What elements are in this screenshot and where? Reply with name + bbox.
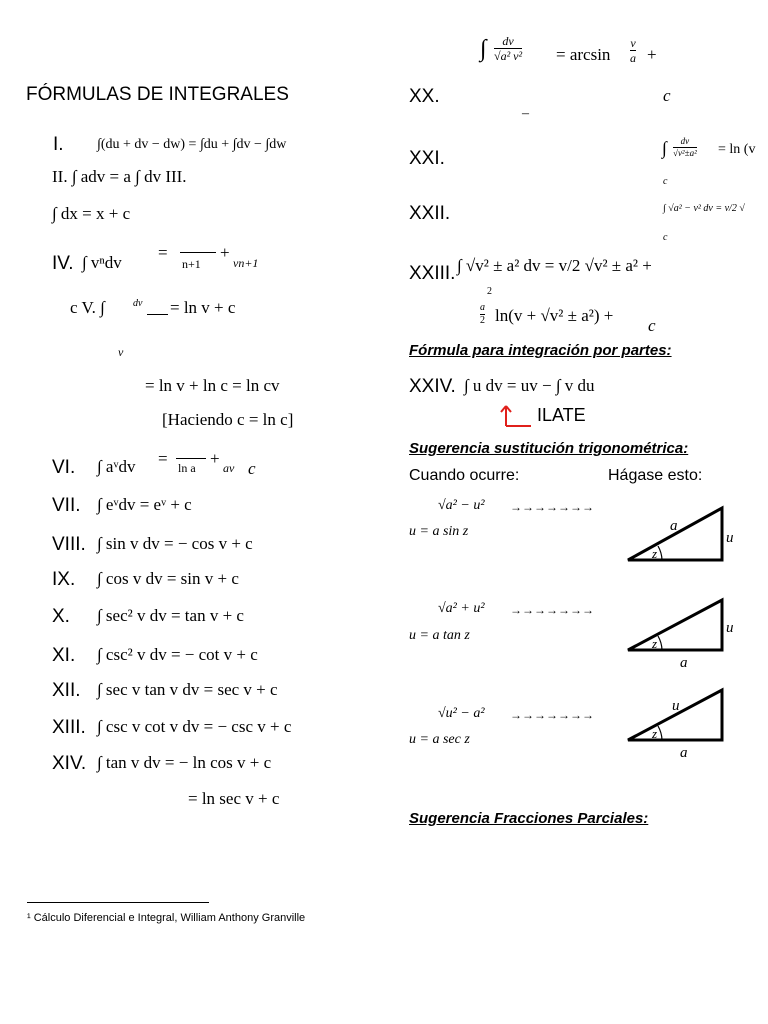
case3-arrows: →→→→→→→ [510, 708, 594, 722]
formula-III: ∫ dx = x + c [52, 204, 131, 223]
formula-XIII-number: XIII. [52, 717, 86, 738]
formula-XX-vfrac-den: a [630, 51, 636, 65]
triangle-1-hyp-label: a [670, 518, 678, 534]
case1-arrows: →→→→→→→ [510, 500, 594, 514]
formula-IV-denominator: n+1 [182, 257, 201, 271]
triangle-3-adj-label: a [680, 745, 688, 761]
formula-XXIII-label: XXIII. [409, 263, 456, 284]
formula-XX-c: c [663, 86, 671, 105]
formula-XX-integral: ∫ [480, 36, 487, 62]
partial-fractions-header: Sugerencia Fracciones Parciales: [409, 810, 649, 827]
triangle-1-opp-label: u [726, 530, 734, 546]
formula-XIV: ∫ tan v dv = − ln cos v + c [97, 753, 272, 772]
formula-VI-eqsign: = [158, 449, 168, 468]
triangle-1-diagram [622, 500, 768, 570]
triangle-3-angle-label: z [652, 726, 658, 741]
formula-XX-denominator: √a² v² [494, 49, 523, 63]
formula-VIII-number: VIII. [52, 534, 86, 555]
formula-VI-c: c [248, 459, 256, 478]
formula-X: ∫ sec² v dv = tan v + c [97, 606, 244, 625]
formula-XXI-rhs: = ln (v [718, 142, 756, 157]
formula-VII: ∫ eᵛdv = eᵛ + c [97, 495, 192, 514]
formula-XIV-number: XIV. [52, 753, 87, 774]
formula-XXIII: ∫ √v² ± a² dv = v/2 √v² ± a² + [457, 256, 652, 275]
formula-XX-rhs: = arcsin [556, 45, 611, 64]
triangle-2-opp-label: u [726, 620, 734, 636]
formula-IV-eqsign: = [158, 243, 168, 262]
formula-IV-plus: + [220, 243, 230, 262]
formula-I: ∫(du + dv − dw) = ∫du + ∫dv − ∫dw [97, 137, 287, 152]
formula-XX-plus: + [647, 45, 657, 64]
formula-XXI-numerator: dv [680, 136, 690, 146]
ilate-arrow-icon [498, 400, 538, 430]
ilate-label: ILATE [537, 405, 586, 425]
formula-XX-dash: – [522, 106, 529, 121]
case3-substitution: u = a sec z [409, 732, 470, 747]
formula-VI-number: VI. [52, 457, 76, 478]
formula-VI-fracbar [176, 458, 206, 459]
footnote: ¹ Cálculo Diferencial e Integral, William Anthony Granville [27, 912, 306, 924]
formula-XXIII-eq2: ln(v + √v² ± a²) + [495, 306, 614, 325]
formula-XXI-integral: ∫ [662, 138, 667, 158]
triangle-2-angle-label: z [652, 636, 658, 651]
formula-I-number: I. [53, 134, 64, 155]
triangle-2-adj-label: a [680, 655, 688, 671]
triangle-2-diagram [622, 592, 768, 672]
formula-VI-lhs: ∫ aᵛdv [97, 457, 136, 476]
formula-IV-fracbar [180, 252, 216, 253]
formula-XXI-c: c [663, 176, 668, 187]
formula-IV-lhs: ∫ vⁿdv [82, 253, 122, 272]
formula-IX: ∫ cos v dv = sin v + c [97, 569, 239, 588]
formula-XXI-denominator: √v²±a² [673, 148, 697, 158]
formula-VI-sub: av [223, 461, 235, 475]
formula-XIII: ∫ csc v cot v dv = − csc v + c [97, 717, 292, 736]
triangle-3-diagram [622, 682, 768, 762]
parts-header: Fórmula para integración por partes: [409, 342, 672, 359]
formula-XX-vfrac-num: v [630, 36, 636, 50]
formula-V-denominator: v [118, 345, 124, 359]
formula-XX-fraction [494, 34, 522, 63]
formula-VIII: ∫ sin v dv = − cos v + c [97, 534, 253, 553]
formula-XXIV: ∫ u dv = uv − ∫ v du [464, 376, 595, 395]
formula-V-fracbar [147, 314, 168, 315]
footnote-rule [27, 902, 209, 903]
formula-XII: ∫ sec v tan v dv = sec v + c [97, 680, 278, 699]
do-label: Hágase esto: [608, 467, 703, 484]
formula-XXII-label: XXII. [409, 203, 451, 224]
formula-XX-numerator: dv [502, 34, 514, 48]
formula-XXII: ∫ √a² − v² dv = v/2 √ [663, 203, 745, 214]
trig-header: Sugerencia sustitución trigonométrica: [409, 440, 689, 457]
formula-XX-vfrac [630, 36, 636, 65]
case2-arrows: →→→→→→→ [510, 603, 594, 617]
formula-XIV-eq2: = ln sec v + c [188, 789, 280, 808]
formula-VI-plus: + [210, 449, 220, 468]
formula-VII-number: VII. [52, 495, 81, 516]
formula-XII-number: XII. [52, 680, 81, 701]
formula-XI: ∫ csc² v dv = − cot v + c [97, 645, 258, 664]
formula-IX-number: IX. [52, 569, 76, 590]
formula-XXI-fraction [673, 136, 697, 159]
case3-expr: √u² − a² [438, 706, 485, 721]
formula-V: c V. ∫ [70, 298, 105, 317]
formula-XXIII-frac [480, 302, 485, 327]
case1-substitution: u = a sin z [409, 524, 469, 539]
case1-expr: √a² − u² [438, 498, 485, 513]
formula-XXIV-label: XXIV. [409, 376, 456, 397]
formula-XXIII-frac-den: 2 [480, 315, 485, 326]
formula-V-sup: dv [133, 298, 143, 309]
formula-VI-denominator: ln a [178, 461, 196, 475]
formula-XXI-label: XXI. [409, 148, 445, 169]
page-title: FÓRMULAS DE INTEGRALES [26, 84, 289, 105]
formula-XI-number: XI. [52, 645, 76, 666]
case2-substitution: u = a tan z [409, 628, 470, 643]
formula-XXIII-small: 2 [487, 286, 492, 297]
formula-XXIII-c: c [648, 316, 656, 335]
formula-II-III: II. ∫ adv = a ∫ dv III. [52, 167, 187, 186]
formula-V-eq2: = ln v + ln c = ln cv [145, 376, 280, 395]
formula-IV-sub: vn+1 [233, 256, 259, 270]
formula-XXII-c: c [663, 232, 668, 243]
when-label: Cuando ocurre: [409, 467, 520, 484]
formula-IV-number: IV. [52, 253, 74, 274]
case2-expr: √a² + u² [438, 601, 485, 616]
triangle-3-hyp-label: u [672, 698, 680, 714]
formula-V-rhs: = ln v + c [170, 298, 236, 317]
formula-V-eq3: [Haciendo c = ln c] [162, 410, 294, 429]
triangle-1-angle-label: z [652, 546, 658, 561]
formula-XX-label: XX. [409, 86, 440, 107]
formula-X-number: X. [52, 606, 70, 627]
formula-XXIII-frac-num: a [480, 302, 485, 313]
